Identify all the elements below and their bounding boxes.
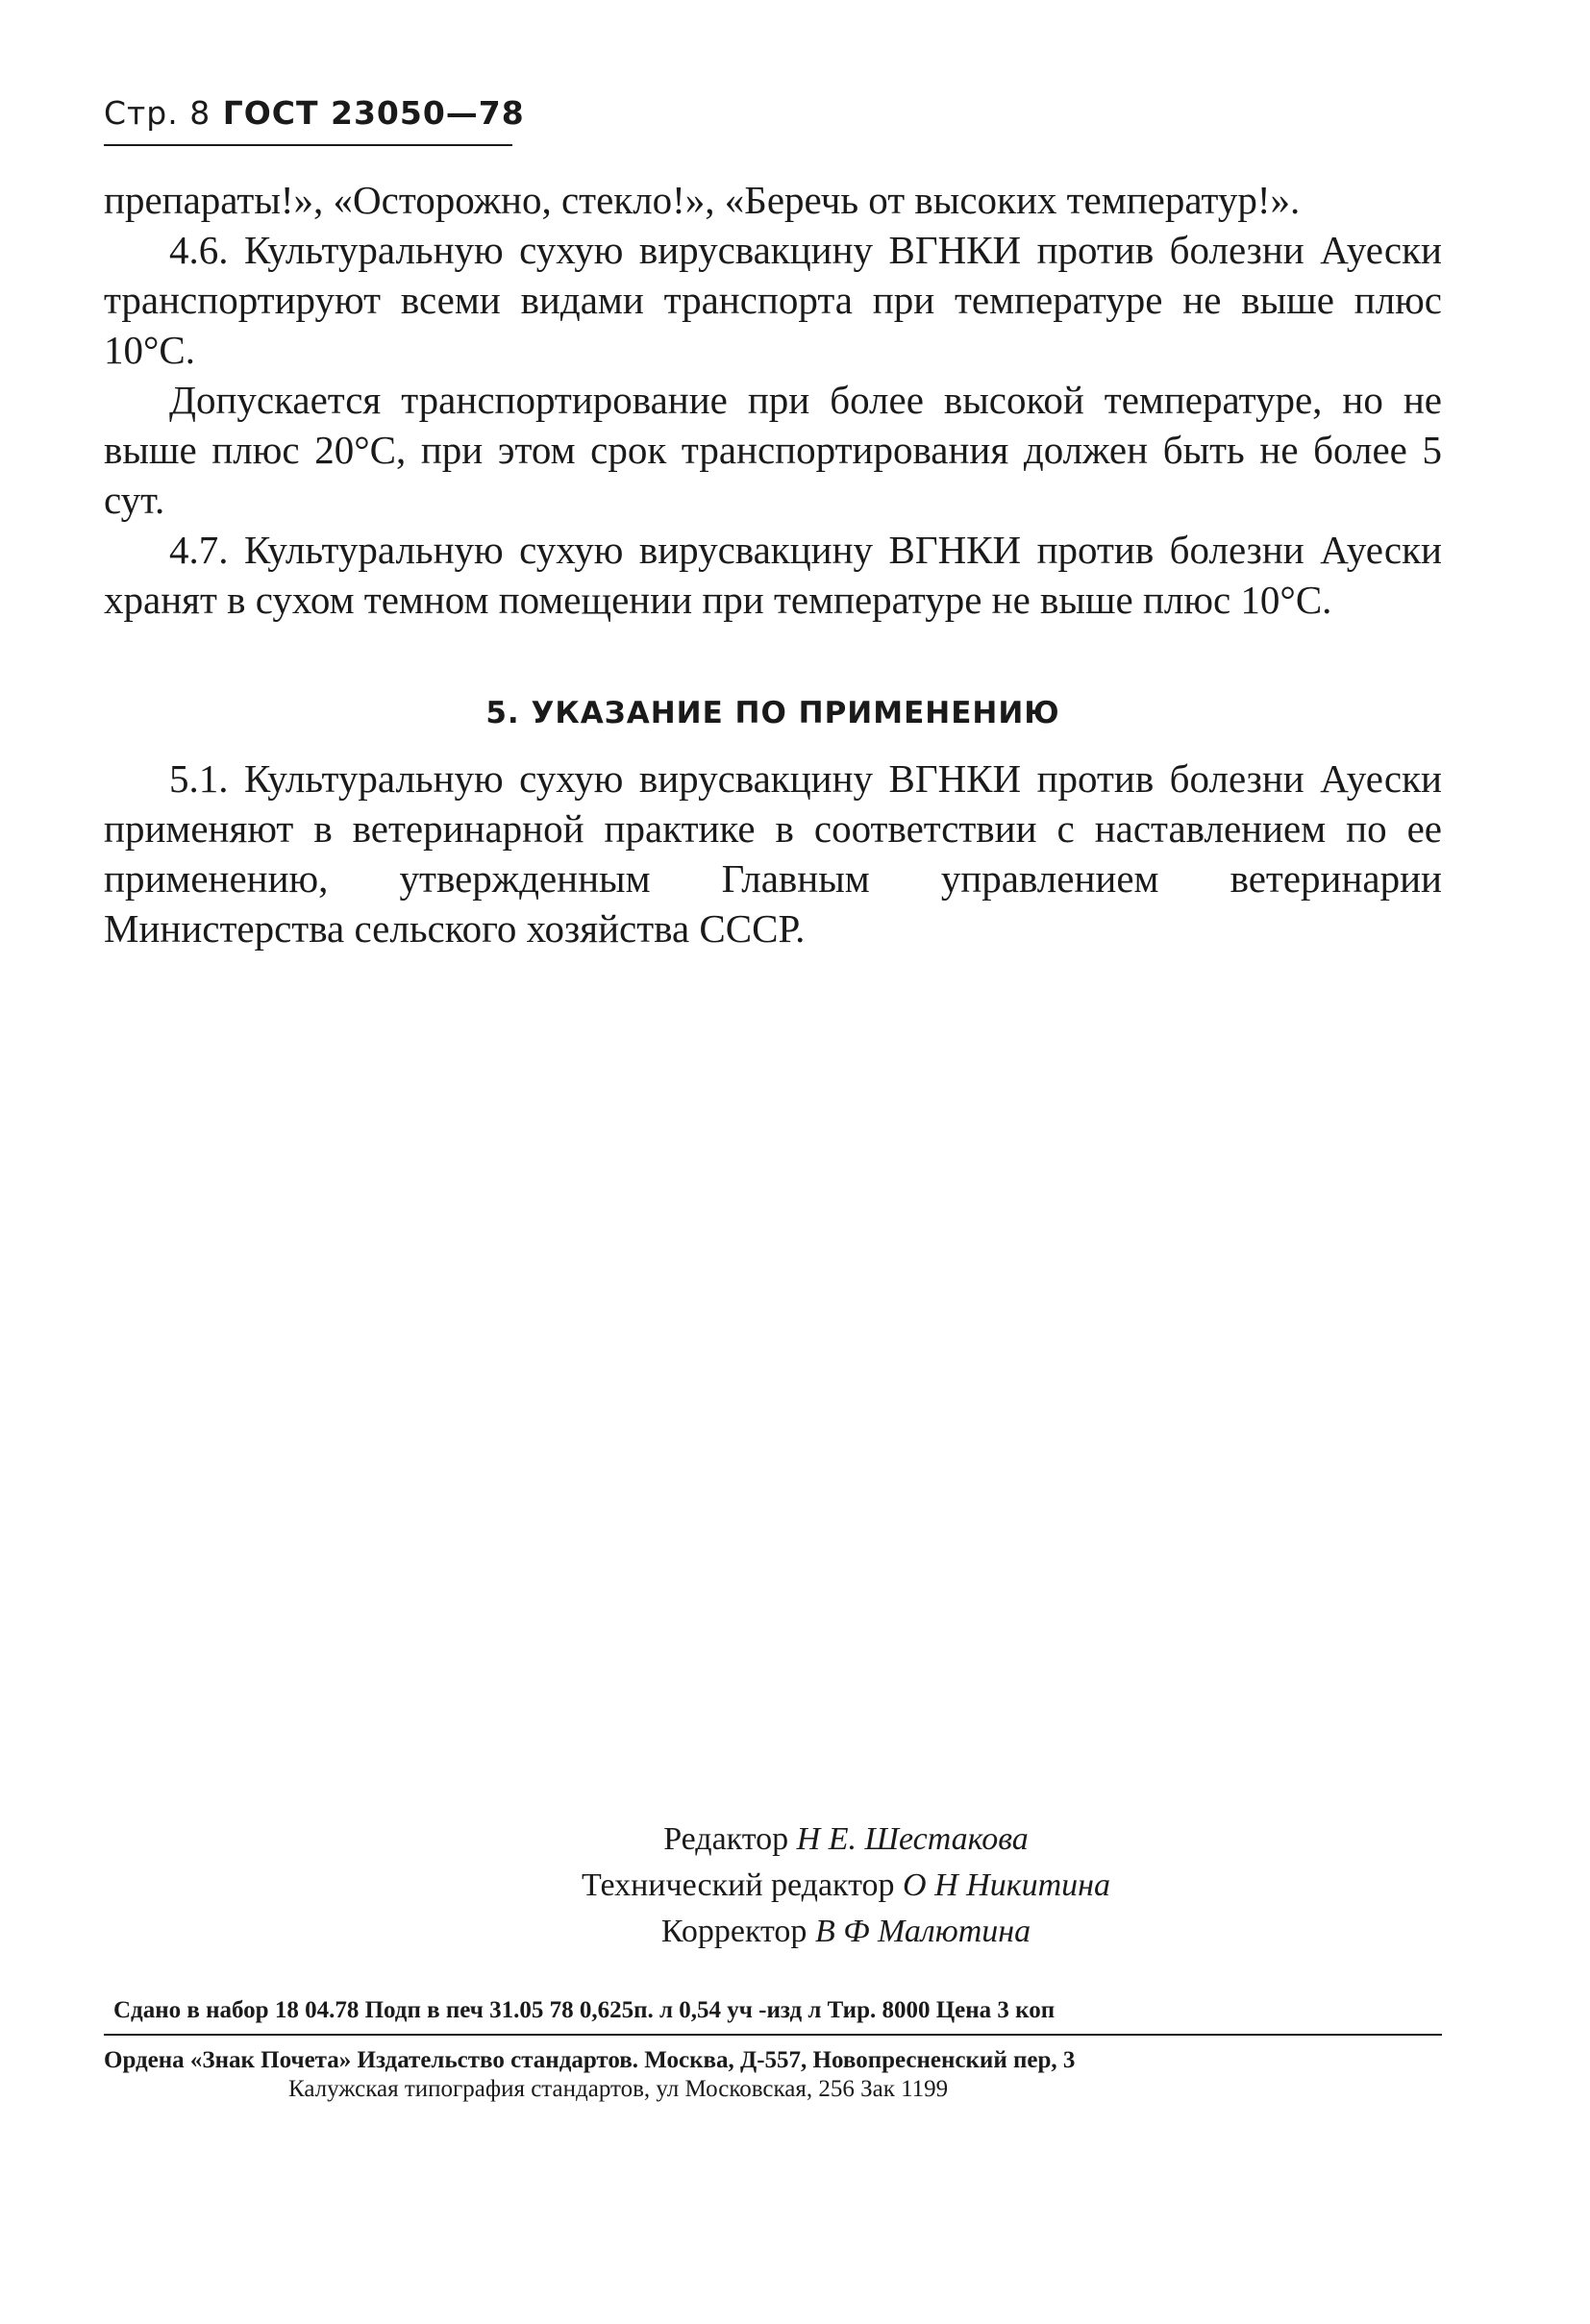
corrector-name: В Ф Малютина xyxy=(814,1914,1031,1949)
tech-editor-name: О Н Никитина xyxy=(903,1867,1111,1903)
tech-editor-line xyxy=(481,1863,1211,1909)
editor-name: Н Е. Шестакова xyxy=(796,1821,1029,1857)
imprint-publisher: Ордена «Знак Почета» Издательство стандартов. Москва, Д-557, Новопресненский пер, 3 xyxy=(104,2047,1076,2073)
corrector-line xyxy=(481,1909,1211,1955)
imprint-print-details: Сдано в набор 18 04.78 Подп в печ 31.05 78 0,625п. л 0,54 уч -изд л Тир. 8000 Цена 3 коп xyxy=(113,1997,1056,2023)
editor-line xyxy=(481,1817,1211,1863)
paragraph-4-6: 4.6. Культуральную сухую вирусвакцину ВГНКИ против болезни Ауески транспортируют всеми видами транспорта при температуре не выше плюс 10°С. xyxy=(104,228,1442,372)
header-rule xyxy=(104,144,512,146)
document-body xyxy=(104,175,1442,953)
standard-number: ГОСТ 23050—78 xyxy=(222,94,525,132)
imprint-rule xyxy=(104,2034,1442,2036)
page-number: Стр. 8 xyxy=(104,94,211,132)
editor-label: Редактор xyxy=(663,1821,789,1857)
running-header xyxy=(104,94,525,132)
section-5-title: 5. УКАЗАНИЕ ПО ПРИМЕНЕНИЮ xyxy=(485,696,1060,730)
paragraph-4-7: 4.7. Культуральную сухую вирусвакцину ВГНКИ против болезни Ауески хранят в сухом темном помещении при температуре не выше плюс 10°С. xyxy=(104,528,1442,622)
paragraph-continuation: препараты!», «Осторожно, стекло!», «Беречь от высоких температур!». xyxy=(104,178,1301,222)
imprint-printer: Калужская типография стандартов, ул Московская, 256 Зак 1199 xyxy=(288,2076,949,2102)
tech-editor-label: Технический редактор xyxy=(581,1867,895,1903)
paragraph-transport-note: Допускается транспортирование при более высокой температуре, но не выше плюс 20°С, при этом срок транспортирования должен быть не более 5 сут. xyxy=(104,378,1442,522)
corrector-label: Корректор xyxy=(660,1914,807,1949)
credits-block xyxy=(481,1817,1211,1955)
paragraph-5-1: 5.1. Культуральную сухую вирусвакцину ВГНКИ против болезни Ауески применяют в ветеринарной практике в соответствии с наставлением по ее применению, утвержденным Главным управлением ветеринарии Министерства сельского хозяйства СССР. xyxy=(104,756,1442,951)
